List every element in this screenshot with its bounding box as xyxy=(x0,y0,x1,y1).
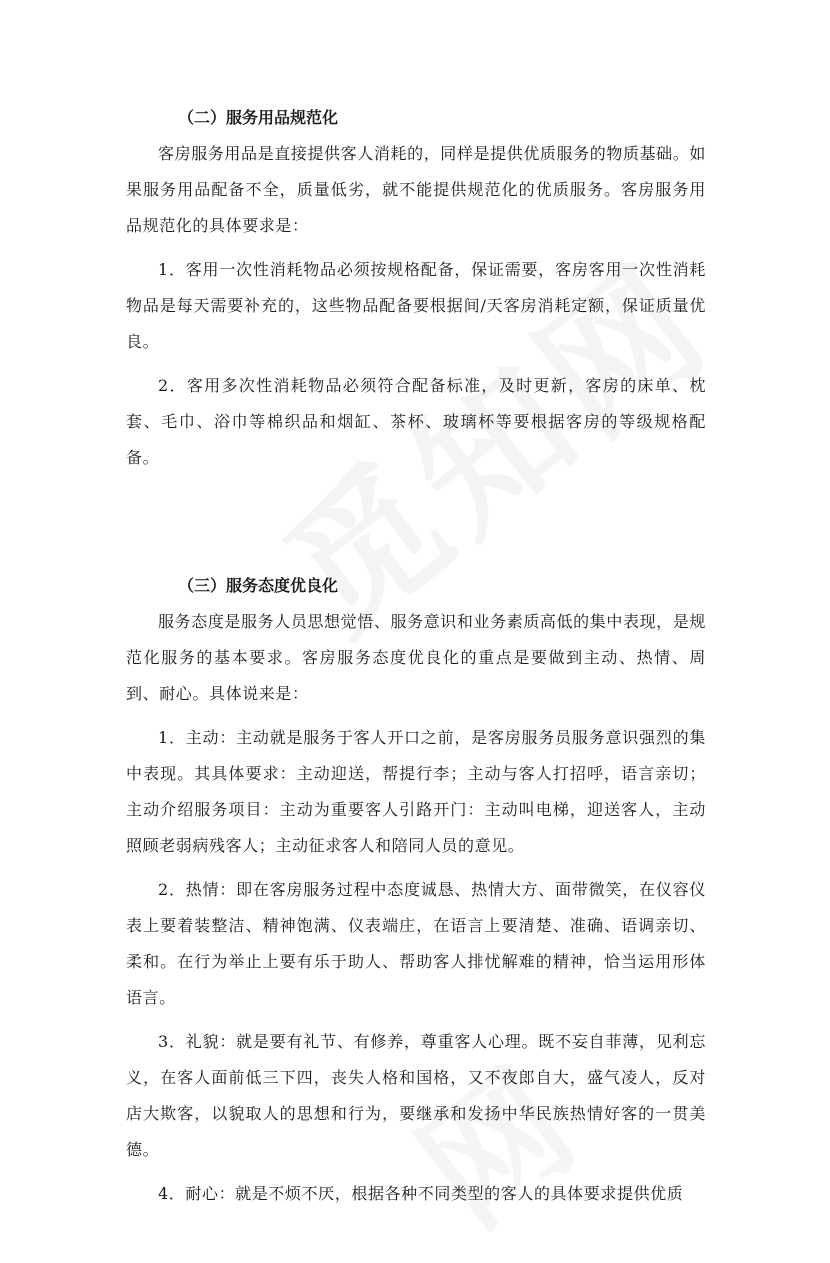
paragraph: 4．耐心：就是不烦不厌，根据各种不同类型的客人的具体要求提供优质 xyxy=(158,1184,684,1203)
paragraph: 1．主动：主动就是服务于客人开口之前，是客房服务员服务意识强烈的集中表现。其具体要求：主动迎送，帮提行李；主动与客人打招呼，语言亲切；主动介绍服务项目：主动为重要客人引路开门：主动叫电梯，迎送客人，主动照顾老弱病残客人；主动征求客人和陪同人员的意见。 xyxy=(126,728,706,855)
paragraph: 2．热情：即在客房服务过程中态度诚恳、热情大方、面带微笑，在仪容仪表上要着装整洁、精神饱满、仪表端庄，在语言上要清楚、准确、语调亲切、柔和。在行为举止上要有乐于助人、帮助客人排忧解难的精神，恰当运用形体语言。 xyxy=(126,880,706,1007)
section-heading-supplies: （二）服务用品规范化 xyxy=(178,108,339,127)
paragraph: 客房服务用品是直接提供客人消耗的，同样是提供优质服务的物质基础。如果服务用品配备不全，质量低劣，就不能提供规范化的优质服务。客房服务用品规范化的具体要求是： xyxy=(126,144,706,235)
document-body xyxy=(126,100,706,1212)
paragraph: 服务态度是服务人员思想觉悟、服务意识和业务素质高低的集中表现，是规范化服务的基本要求。客房服务态度优良化的重点是要做到主动、热情、周到、耐心。具体说来是： xyxy=(126,612,706,703)
paragraph: 2．客用多次性消耗物品必须符合配备标准，及时更新，客房的床单、枕套、毛巾、浴巾等棉织品和烟缸、茶杯、玻璃杯等要根据客房的等级规格配备。 xyxy=(126,376,706,467)
paragraph: 1．客用一次性消耗物品必须按规格配备，保证需要，客房客用一次性消耗物品是每天需要补充的，这些物品配备要根据间/天客房消耗定额，保证质量优良。 xyxy=(126,260,706,351)
section-heading-attitude: （三）服务态度优良化 xyxy=(178,576,339,595)
paragraph: 3．礼貌：就是要有礼节、有修养，尊重客人心理。既不妄自菲薄，见利忘义，在客人面前低三下四，丧失人格和国格，又不夜郎自大，盛气凌人，反对店大欺客，以貌取人的思想和行为，要继承和发扬中华民族热情好客的一贯美德。 xyxy=(126,1032,706,1159)
